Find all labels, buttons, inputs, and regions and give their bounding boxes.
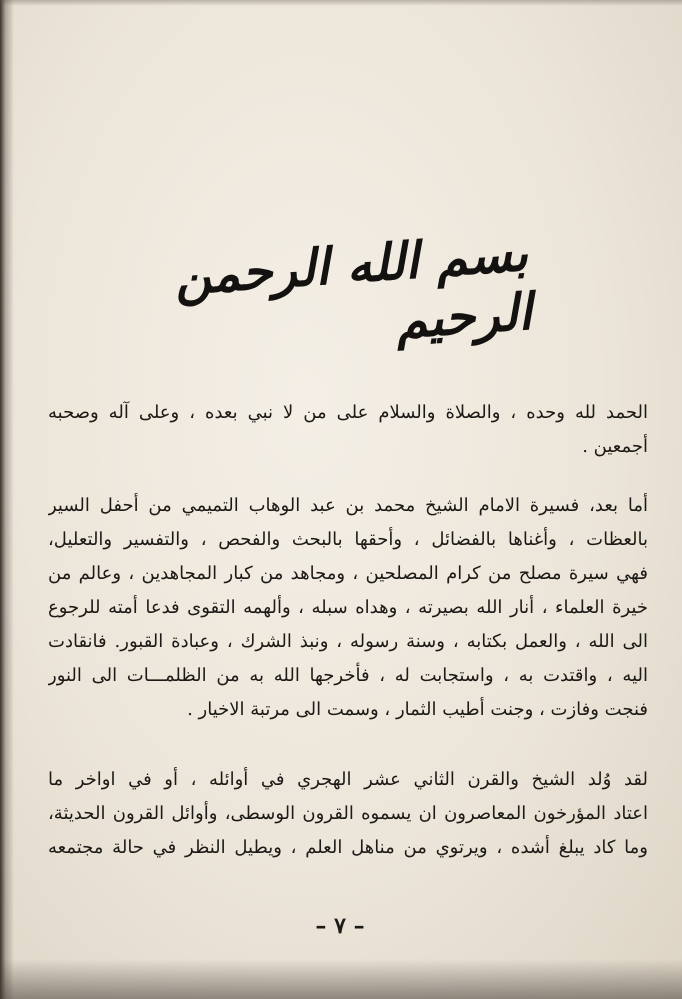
binding-shadow (0, 0, 14, 999)
basmala-heading: بسم الله الرحمن الرحيم (172, 222, 534, 351)
paragraph-line: أما بعد، فسيرة الامام الشيخ محمد بن عبد الوهاب التميمي من أحفل السير (48, 495, 648, 516)
paragraph-line: فهي سيرة مصلح من كرام المصلحين ، ومجاهد من كبار المجاهدين ، وعالم من (48, 563, 648, 584)
page-number: – ٧ – (315, 913, 365, 939)
paragraph-line: لقد وُلد الشيخ والقرن الثاني عشر الهجري في أوائله ، أو في اواخر ما (48, 769, 648, 790)
bottom-shadow (0, 959, 682, 999)
paragraph-line: اليه ، واقتدت به ، واستجابت له ، فأخرجها الله به من الظلمـــات الى النور (48, 665, 648, 686)
paragraph-line: فنجت وفازت ، وجنت أطيب الثمار ، وسمت الى مرتبة الاخيار . (187, 699, 648, 720)
paragraph-1 (48, 396, 648, 464)
paragraph-line: الحمد لله وحده ، والصلاة والسلام على من لا نبي بعده ، وعلى آله وصحبه (48, 402, 648, 423)
paragraph-2 (48, 489, 648, 727)
paragraph-3 (48, 763, 648, 865)
paragraph-line: خيرة العلماء ، أنار الله بصيرته ، وهداه سبله ، وألهمه التقوى فدعا أمته للرجوع (48, 597, 648, 618)
paragraph-line: الى الله ، والعمل بكتابه ، وسنة رسوله ، ونبذ الشرك ، وعبادة القبور. فانقادت (48, 631, 648, 652)
paragraph-line: بالعظات ، وأغناها بالفضائل ، وأحقها بالبحث والفحص ، والتفسير والتعليل، (48, 529, 648, 550)
top-shadow (0, 0, 682, 6)
paragraph-line: اعتاد المؤرخون المعاصرون ان يسموه القرون الوسطى، وأوائل القرون الحديثة، (48, 803, 648, 824)
paragraph-line: أجمعين . (582, 436, 648, 457)
paragraph-line: وما كاد يبلغ أشده ، ويرتوي من مناهل العلم ، ويطيل النظر في حالة مجتمعه (48, 837, 648, 858)
